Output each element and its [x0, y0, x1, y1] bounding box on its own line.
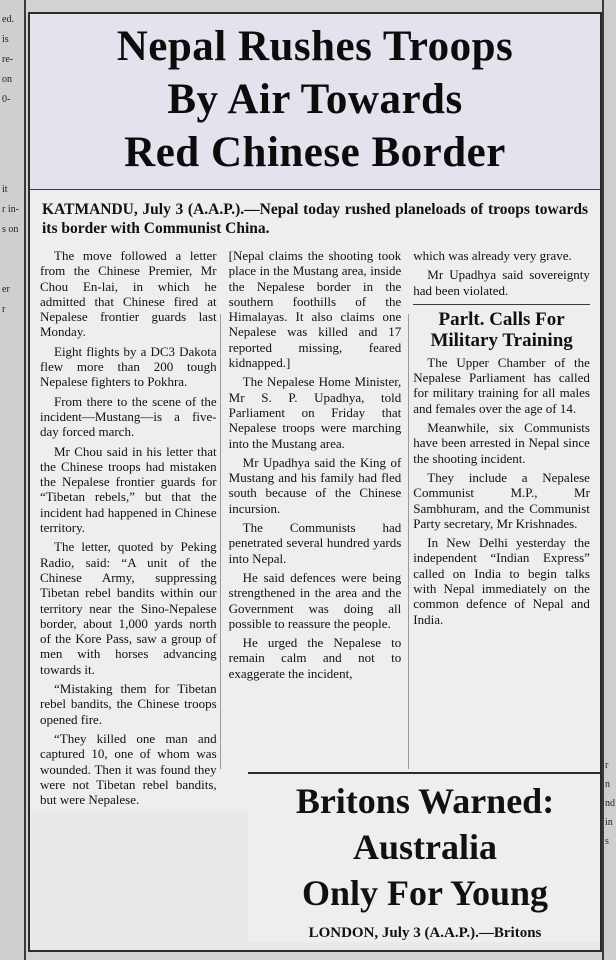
column-divider: [408, 314, 409, 769]
column-divider: [220, 314, 221, 769]
sliver-fragment: is: [2, 34, 9, 45]
headline-line-3: Red Chinese Border: [124, 129, 506, 176]
paragraph: The move followed a letter from the Chinese Premier, Mr Chou En-lai, in which he admitted that Chinese fired at Nepalese frontier guards last Monday.: [40, 248, 217, 340]
main-lede-paragraph: KATMANDU, July 3 (A.A.P.).—Nepal today rushed planeloads of troops towards its border with Communist China.: [30, 190, 600, 244]
article-column-1: [38, 248, 223, 811]
secondary-article: [248, 772, 602, 942]
paragraph: Mr Chou said in his letter that the Chinese troops had mistaken the Nepalese frontier guards for “Tibetan rebels,” but that the incident had happened in Chinese territory.: [40, 443, 217, 536]
sliver-fragment: ed.: [2, 14, 14, 25]
paragraph: The Nepalese Home Minister, Mr S. P. Upadhya, told Parliament on Friday that Nepalese troops were marching into the Mustang area.: [228, 374, 402, 451]
sliver-fragment: 0-: [2, 94, 11, 105]
paragraph: Meanwhile, six Communists have been arrested in Nepal since the shooting incident.: [413, 420, 590, 466]
paragraph: “They killed one man and captured 10, one of whom was wounded. Then it was found they were not Tibetan rebel bandits, but were Nepalese.: [40, 730, 217, 808]
sliver-fragment: re-: [2, 54, 14, 65]
secondary-headline-line-2: Australia: [353, 827, 497, 867]
paragraph: which was already very grave.: [413, 248, 572, 263]
main-headline: [30, 14, 600, 190]
secondary-lede: LONDON, July 3 (A.A.P.).—Britons: [308, 925, 542, 941]
sliver-fragment: s on: [2, 224, 19, 235]
left-adjacent-column-sliver: [0, 0, 26, 960]
sliver-fragment: s: [605, 836, 609, 847]
article-columns: [30, 244, 600, 811]
paragraph: The Communists had penetrated several hundred yards into Nepal.: [228, 520, 402, 566]
sliver-fragment: it: [2, 184, 8, 195]
sliver-fragment: r in-: [2, 204, 19, 215]
sliver-fragment: in: [605, 817, 613, 828]
section-subhead: Parlt. Calls For Military Training: [413, 304, 590, 351]
sliver-fragment: r: [605, 760, 609, 771]
paragraph: The Upper Chamber of the Nepalese Parliament has called for military training for all males and females over the age of 14.: [413, 354, 590, 416]
paragraph: Eight flights by a DC3 Dakota flew more than 200 tough Nepalese fighters to Pokhra.: [40, 343, 217, 390]
article-column-3: [407, 248, 592, 811]
sliver-fragment: n: [605, 779, 610, 790]
paragraph: They include a Nepalese Communist M.P., Mr Sambhuram, and the Communist Party secretary, Mr Krishnades.: [413, 469, 590, 531]
headline-line-2: By Air Towards: [167, 76, 463, 123]
paragraph: The letter, quoted by Peking Radio, said: “A unit of the Chinese Army, suppressing Tibetan rebel bandits within our territory near the Sino-Nepalese border, about 1,000 yards north of the Kore Pass, saw a group of men with horses advancing towards it.: [40, 539, 217, 677]
article-column-2: [223, 248, 408, 811]
sliver-fragment: nd: [605, 798, 615, 809]
paragraph: Mr Upadhya said sovereignty had been violated.: [413, 267, 590, 298]
sliver-fragment: on: [2, 74, 12, 85]
paragraph: In New Delhi yesterday the independent “Indian Express” called on India to begin talks with Nepal immediately on the common defence of Nepal and India.: [413, 535, 590, 627]
paragraph: He urged the Nepalese to remain calm and not to exaggerate the incident,: [228, 635, 402, 681]
paragraph: “Mistaking them for Tibetan rebel bandits, the Chinese troops opened fire.: [40, 681, 217, 727]
headline-line-1: Nepal Rushes Troops: [116, 23, 514, 70]
right-adjacent-column-sliver: [602, 0, 616, 960]
bracketed-editor-note: [Nepal claims the shooting took place in the Mustang area, inside the Nepalese border in the southern foothills of the Himalayas. It also claims one Nepalese was killed and 17 reported missing, feared kidnapped.]: [228, 248, 402, 371]
secondary-headline-line-3: Only For Young: [301, 873, 549, 913]
paragraph: From there to the scene of the incident—Mustang—is a five-day forced march.: [40, 393, 217, 440]
sliver-fragment: er: [2, 284, 10, 295]
main-article: [28, 12, 602, 952]
secondary-headline-line-1: Britons Warned:: [295, 781, 555, 821]
paragraph: Mr Upadhya said the King of Mustang and his family had fled south because of the Chinese incursion.: [228, 454, 402, 516]
sliver-fragment: r: [2, 304, 6, 315]
paragraph: He said defences were being strengthened in the area and the Government was doing all possible to reassure the people.: [228, 569, 402, 631]
